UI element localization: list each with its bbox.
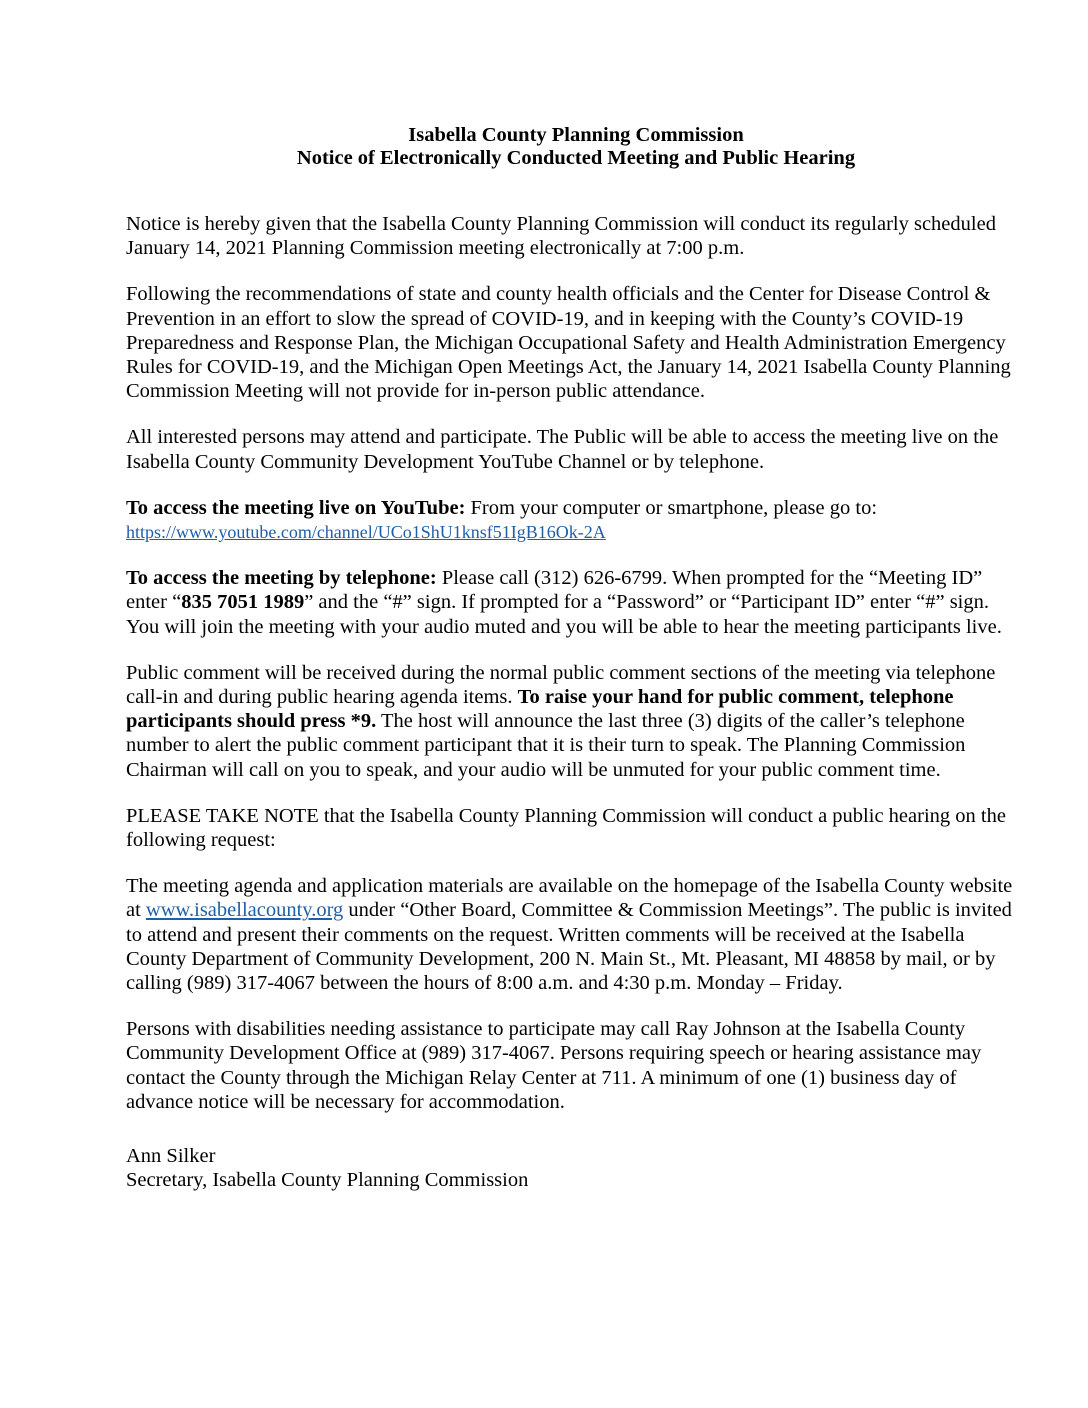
document-body xyxy=(126,124,1026,1213)
youtube-channel-link[interactable]: https://www.youtube.com/channel/UCo1ShU1knsf51IgB16Ok-2A xyxy=(126,522,606,543)
telephone-access-label: To access the meeting by telephone: xyxy=(126,567,437,590)
signature-block xyxy=(126,1144,1026,1192)
paragraph-public-comment xyxy=(126,661,1026,782)
county-website-link[interactable]: www.isabellacounty.org xyxy=(145,899,344,922)
paragraph-attendance: All interested persons may attend and participate. The Public will be able to access the meeting live on the Isabella County Community Development YouTube Channel or by telephone. xyxy=(126,426,999,473)
paragraph-covid: Following the recommendations of state and county health officials and the Center for Disease Control & Prevention in an effort to slow the spread of COVID-19, and in keeping with the County’s COVID-19 Preparedness and Response Plan, the Michigan Occupational Safety and Health Administration Emergency Rules for COVID-19, and the Michigan Open Meetings Act, the January 14, 2021 Isabella County Planning Commission Meeting will not provide for in-person public attendance. xyxy=(126,283,1011,403)
youtube-access-label: To access the meeting live on YouTube: xyxy=(126,496,466,519)
document-title xyxy=(126,124,1026,170)
agenda-text-2: under “Other Board, Committee & Commission Meetings”. The public is invited to attend and present their comments on the request. Written comments will be received at the Isabella County Department of Community Development, 200 N. Main St., Mt. Pleasant, MI 48858 by mail, or by calling (989) 317-4067 between the hours of 8:00 a.m. and 4:30 p.m. Monday – Friday. xyxy=(126,899,1012,995)
youtube-access-text: From your computer or smartphone, please go to: xyxy=(465,496,878,519)
paragraph-telephone-access xyxy=(126,566,1026,639)
raise-hand-instruction: To raise your hand for public comment, telephone participants should press *9. xyxy=(126,686,954,733)
signature-name: Ann Silker xyxy=(126,1145,216,1168)
telephone-access-text-1: Please call (312) 626-6799. When prompted for the “Meeting ID” enter “ xyxy=(126,567,983,614)
public-comment-text-2: The host will announce the last three (3) digits of the caller’s telephone number to alert the public comment participant that it is their turn to speak. The Planning Commission Chairman will call on you to speak, and your audio will be unmuted for your public comment time. xyxy=(126,710,966,781)
title-line-1: Isabella County Planning Commission xyxy=(408,124,744,146)
public-comment-text-1: Public comment will be received during the normal public comment sections of the meeting via telephone call-in and during public hearing agenda items. xyxy=(126,661,996,709)
meeting-id-value: 835 7051 1989 xyxy=(181,591,305,614)
paragraph-take-note: PLEASE TAKE NOTE that the Isabella County Planning Commission will conduct a public hearing on the following request: xyxy=(126,804,1006,852)
paragraph-notice: Notice is hereby given that the Isabella County Planning Commission will conduct its regularly scheduled January 14, 2021 Planning Commission meeting electronically at 7:00 p.m. xyxy=(126,213,996,260)
signature-role: Secretary, Isabella County Planning Commission xyxy=(126,1169,529,1192)
telephone-access-text-2: ” and the “#” sign. If prompted for a “Password” or “Participant ID” enter “#” sign. You will join the meeting with your audio muted and you will be able to hear the meeting participants live. xyxy=(126,591,1002,638)
paragraph-youtube-access xyxy=(126,496,1026,544)
paragraph-agenda-materials xyxy=(126,874,1026,995)
paragraph-disabilities-assistance: Persons with disabilities needing assistance to participate may call Ray Johnson at the Isabella County Community Development Office at (989) 317-4067. Persons requiring speech or hearing assistance may contact the County through the Michigan Relay Center at 711. A minimum of one (1) business day of advance notice will be necessary for accommodation. xyxy=(126,1018,982,1113)
agenda-text-1: The meeting agenda and application materials are available on the homepage of the Isabella County website at xyxy=(126,875,1013,922)
title-line-2: Notice of Electronically Conducted Meeting and Public Hearing xyxy=(296,147,856,169)
